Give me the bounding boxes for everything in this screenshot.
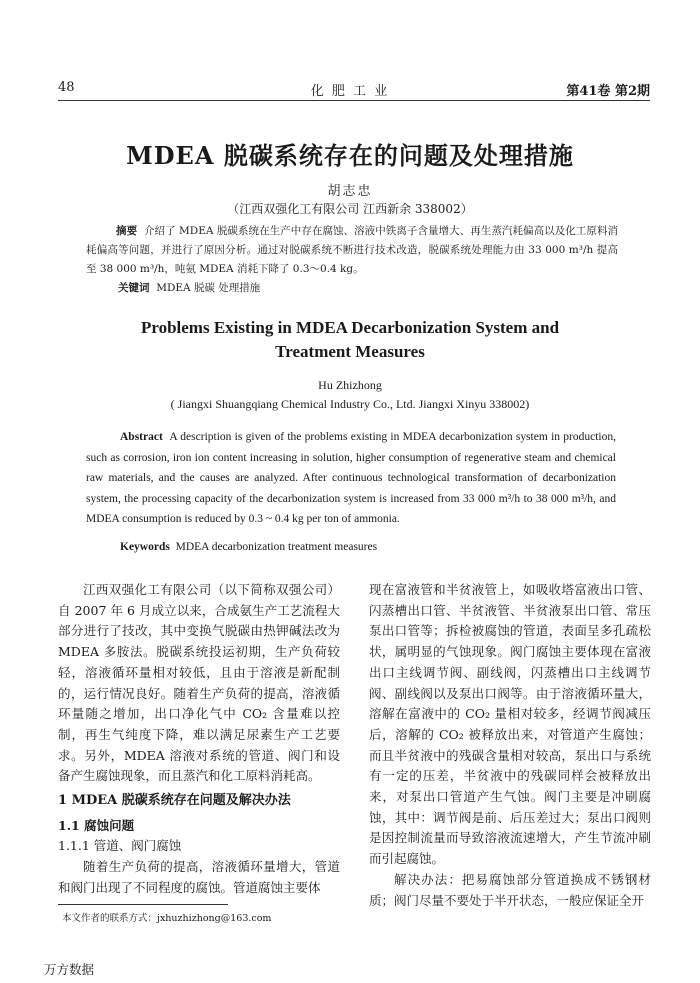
abstract-cn xyxy=(86,222,618,279)
keywords-cn-label: 关键词 xyxy=(118,282,150,294)
journal-name: 化 肥 工 业 xyxy=(310,84,390,99)
section-1-heading: 1 MDEA 脱碳系统存在问题及解决办法 xyxy=(58,793,291,809)
header-rule xyxy=(58,100,650,101)
watermark: 万方数据 xyxy=(44,962,95,977)
affiliation-cn: （江西双强化工有限公司 江西新余 338002） xyxy=(227,202,473,216)
abstract-cn-label: 摘要 xyxy=(116,225,138,237)
page-number: 48 xyxy=(58,80,75,95)
abstract-en xyxy=(86,427,616,530)
section-1-1-heading: 1.1 腐蚀问题 xyxy=(58,817,135,833)
footnote-rule xyxy=(58,904,228,905)
author-en: Hu Zhizhong xyxy=(318,378,382,392)
footnote: 本文作者的联系方式：jxhuzhizhong@163.com xyxy=(62,913,272,924)
keywords-cn-text: MDEA 脱碳 处理措施 xyxy=(156,282,261,294)
abstract-en-text: A description is given of the problems existing in MDEA decarbonization system in production, such as corrosion, iron ion content increasing in solution, higher consumption of regenerative steam and chemical raw materials, and the causes are analyzed. After continuous technological transformation of decarbonization system, the processing capacity of the decarbonization system is increased from 33 000 m³/h to 38 000 m³/h, and MDEA consumption is reduced by 0.3 ~ 0.4 kg per ton of ammonia. xyxy=(86,431,617,525)
abstract-cn-text: 介绍了 MDEA 脱碳系统在生产中存在腐蚀、溶液中铁离子含量增大、再生蒸汽耗偏高以及化工原料消耗偏高等问题，并进行了原因分析。通过对脱碳系统不断进行技术改造，脱碳系统处理能力由 33 000 m³/h 提高至 38 000 m³/h，吨氨 MDEA 消耗下降了 0.3～0.4 kg。 xyxy=(86,225,619,275)
keywords-cn xyxy=(118,280,260,295)
keywords-en xyxy=(120,541,377,553)
abstract-en-label: Abstract xyxy=(120,431,163,443)
corrosion-paragraph-continued: 现在富液管和半贫液管上，如吸收塔富液出口管、闪蒸槽出口管、半贫液管、半贫液泵出口管、常压泵出口管等；拆检被腐蚀的管道，表面呈多孔疏松状，属明显的气蚀现象。阀门腐蚀主要体现在富液出口主线调节阀、副线阀，闪蒸槽出口主线调节阀、副线阀以及泵出口阀等。由于溶液循环量大，溶解在富液中的 CO₂ 量相对较多，经调节阀减压后，溶解的 CO₂ 被释放出来，对管道产生腐蚀；而且半贫液中的残碳含量相对较高，泵出口与系统有一定的压差，半贫液中的残碳同样会被释放出来，对泵出口管道产生气蚀。阀门主要是冲刷腐蚀，其中：调节阀是前、后压差过大；泵出口阀则是因控制流量而导致溶液流速增大，产生节流冲刷而引起腐蚀。 xyxy=(369,582,651,867)
title-en xyxy=(0,316,700,364)
corrosion-paragraph: 随着生产负荷的提高，溶液循环量增大，管道和阀门出现了不同程度的腐蚀。管道腐蚀主要体 xyxy=(58,859,340,895)
body-right-column xyxy=(369,580,651,911)
solution-paragraph: 解决办法：把易腐蚀部分管道换成不锈钢材质；阀门尽量不要处于半开状态，一般应保证全开 xyxy=(369,871,651,908)
title-en-text: Problems Existing in MDEA Decarbonization System and Treatment Measures xyxy=(140,318,560,361)
body-left-column xyxy=(58,580,340,899)
title-cn: MDEA 脱碳系统存在的问题及处理措施 xyxy=(126,141,574,170)
affiliation-en: ( Jiangxi Shuangqiang Chemical Industry Co., Ltd. Jiangxi Xinyu 338002) xyxy=(170,397,530,411)
author-cn: 胡志忠 xyxy=(327,184,373,199)
keywords-en-text: MDEA decarbonization treatment measures xyxy=(175,541,378,553)
issue-info: 第41卷 第2期 xyxy=(566,84,650,99)
section-1-1-1-heading: 1.1.1 管道、阀门腐蚀 xyxy=(58,838,182,854)
intro-paragraph: 江西双强化工有限公司（以下简称双强公司）自 2007 年 6 月成立以来，合成氨生产工艺流程大部分进行了技改，其中变换气脱碳由热钾碱法改为 MDEA 多胺法。脱碳系统投运初期，生产负荷较轻，溶液循环量相对较低，且由于溶液是新配制的，运行情况良好。随着生产负荷的提高，溶液循环量随之增加，出口净化气中 CO₂ 含量难以控制，再生气纯度下降，难以满足尿素生产工艺要求。另外，MDEA 溶液对系统的管道、阀门和设备产生腐蚀现象，而且蒸汽和化工原料消耗高。 xyxy=(58,582,340,784)
keywords-en-label: Keywords xyxy=(120,541,170,553)
